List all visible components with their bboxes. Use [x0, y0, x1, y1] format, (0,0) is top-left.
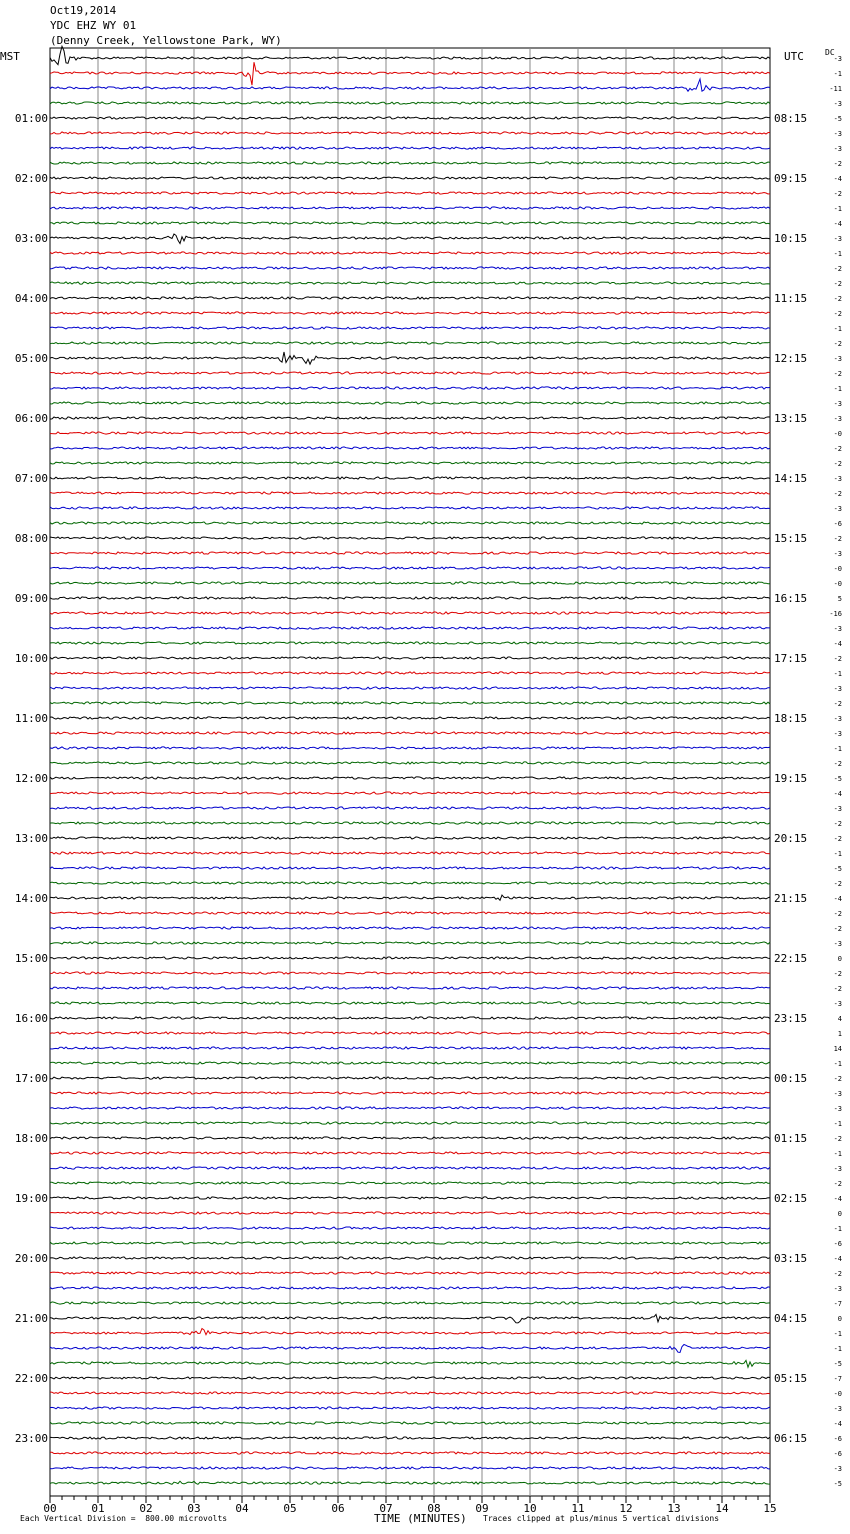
x-tick-label: 04: [235, 1502, 249, 1515]
utc-hour-label: 00:15: [774, 1072, 808, 1085]
dc-offset-label: -2: [833, 655, 842, 663]
trace-line: [50, 222, 770, 224]
dc-offset-label: -5: [833, 775, 842, 783]
dc-offset-label: -3: [833, 505, 842, 513]
utc-hour-label: 05:15: [774, 1372, 808, 1385]
mst-hour-label: 03:00: [14, 232, 48, 245]
dc-offset-label: -5: [833, 865, 842, 873]
x-tick-label: 02: [139, 1502, 153, 1515]
utc-hour-label: 12:15: [774, 352, 808, 365]
x-tick-label: 09: [475, 1502, 489, 1515]
trace-line: [50, 117, 770, 119]
trace-line: [50, 192, 770, 194]
trace-line: [50, 522, 770, 524]
trace-line: [50, 1242, 770, 1244]
utc-hour-label: 18:15: [774, 712, 808, 725]
trace-line: [50, 747, 770, 749]
dc-offset-label: -4: [833, 1255, 842, 1263]
trace-line: [50, 1167, 770, 1169]
dc-offset-label: 0: [837, 955, 842, 963]
trace-line: [50, 1062, 770, 1064]
utc-hour-label: 16:15: [774, 592, 808, 605]
trace-line: [50, 1017, 770, 1019]
mst-hour-label: 02:00: [14, 172, 48, 185]
location-label: (Denny Creek, Yellowstone Park, WY): [50, 34, 282, 47]
utc-hour-label: 22:15: [774, 952, 808, 965]
mst-hour-label: 16:00: [14, 1012, 48, 1025]
trace-line: [50, 792, 770, 794]
dc-offset-label: -2: [833, 295, 842, 303]
dc-offset-label: -3: [833, 235, 842, 243]
mst-hour-label: 11:00: [14, 712, 48, 725]
utc-hour-label: 17:15: [774, 652, 808, 665]
dc-offset-label: -2: [833, 925, 842, 933]
dc-offset-label: -4: [833, 640, 842, 648]
dc-offset-label: -1: [833, 250, 842, 258]
station-label: YDC EHZ WY 01: [50, 19, 137, 32]
dc-offset-label: -2: [833, 820, 842, 828]
dc-offset-label: -0: [833, 1390, 842, 1398]
utc-hour-label: 10:15: [774, 232, 808, 245]
dc-offset-label: -3: [833, 940, 842, 948]
dc-offset-label: -1: [833, 1225, 842, 1233]
trace-line: [50, 1437, 770, 1439]
x-tick-label: 03: [187, 1502, 201, 1515]
trace-line: [50, 1077, 770, 1079]
trace-line: [50, 62, 770, 85]
dc-offset-label: 0: [837, 1210, 842, 1218]
trace-line: [50, 1122, 770, 1124]
dc-offset-label: -2: [833, 280, 842, 288]
dc-offset-label: -1: [833, 1330, 842, 1338]
plot-frame: [50, 48, 770, 1496]
utc-hour-label: 19:15: [774, 772, 808, 785]
mst-hour-label: 12:00: [14, 772, 48, 785]
x-tick-label: 05: [283, 1502, 297, 1515]
trace-line: [50, 1047, 770, 1049]
trace-line: [50, 312, 770, 314]
dc-offset-label: -3: [833, 475, 842, 483]
dc-offset-label: -3: [833, 625, 842, 633]
trace-line: [50, 372, 770, 374]
dc-offset-label: -2: [833, 970, 842, 978]
trace-line: [50, 462, 770, 464]
trace-line: [50, 627, 770, 629]
dc-offset-label: -3: [833, 1105, 842, 1113]
utc-hour-label: 02:15: [774, 1192, 808, 1205]
dc-offset-label: -3: [833, 55, 842, 63]
trace-line: [50, 492, 770, 494]
trace-line: [50, 1392, 770, 1394]
dc-offset-label: -2: [833, 370, 842, 378]
dc-offset-label: -6: [833, 1240, 842, 1248]
dc-offset-label: -3: [833, 1285, 842, 1293]
trace-line: [50, 1377, 770, 1379]
dc-offset-label: -2: [833, 460, 842, 468]
x-tick-label: 06: [331, 1502, 345, 1515]
dc-offset-label: 1: [837, 1030, 842, 1038]
dc-offset-label: -3: [833, 1465, 842, 1473]
utc-hour-label: 08:15: [774, 112, 808, 125]
dc-offset-label: -2: [833, 1135, 842, 1143]
dc-offset-label: -6: [833, 520, 842, 528]
trace-line: [50, 807, 770, 809]
trace-line: [50, 79, 770, 91]
trace-line: [50, 895, 770, 900]
dc-offset-label: -1: [833, 205, 842, 213]
trace-line: [50, 1407, 770, 1409]
trace-line: [50, 882, 770, 884]
trace-line: [50, 1314, 770, 1323]
trace-line: [50, 1002, 770, 1004]
dc-offset-label: -6: [833, 1435, 842, 1443]
trace-line: [50, 582, 770, 584]
trace-line: [50, 1345, 770, 1353]
dc-offset-label: -5: [833, 1480, 842, 1488]
dc-offset-label: -3: [833, 1090, 842, 1098]
trace-line: [50, 1481, 770, 1484]
dc-offset-label: -1: [833, 1345, 842, 1353]
dc-offset-label: 0: [837, 1315, 842, 1323]
trace-line: [50, 1467, 770, 1469]
trace-line: [50, 432, 770, 434]
division-note: Each Vertical Division = 800.00 microvolts: [20, 1514, 228, 1523]
trace-line: [50, 1227, 770, 1229]
mst-hour-label: 18:00: [14, 1132, 48, 1145]
mst-hour-label: 17:00: [14, 1072, 48, 1085]
dc-offset-label: -1: [833, 1060, 842, 1068]
trace-line: [50, 942, 770, 944]
dc-offset-label: -2: [833, 1075, 842, 1083]
dc-offset-label: -2: [833, 985, 842, 993]
trace-line: [50, 207, 770, 209]
dc-offset-label: -0: [833, 580, 842, 588]
trace-line: [50, 597, 770, 599]
dc-offset-label: -2: [833, 835, 842, 843]
trace-line: [50, 327, 770, 329]
dc-offset-label: -2: [833, 1180, 842, 1188]
x-tick-label: 10: [523, 1502, 537, 1515]
utc-hour-label: 01:15: [774, 1132, 808, 1145]
trace-line: [50, 717, 770, 719]
mst-hour-label: 04:00: [14, 292, 48, 305]
trace-line: [50, 822, 770, 824]
x-tick-label: 11: [571, 1502, 585, 1515]
dc-offset-label: -1: [833, 325, 842, 333]
utc-hour-label: 14:15: [774, 472, 808, 485]
left-timezone-label: MST: [0, 50, 20, 63]
x-tick-label: 00: [43, 1502, 57, 1515]
dc-offset-label: -2: [833, 700, 842, 708]
dc-offset-label: -3: [833, 1165, 842, 1173]
right-timezone-label: UTC: [784, 50, 804, 63]
mst-hour-label: 07:00: [14, 472, 48, 485]
trace-line: [50, 1092, 770, 1094]
trace-line: [50, 567, 770, 569]
trace-line: [50, 1257, 770, 1259]
dc-offset-label: -3: [833, 715, 842, 723]
dc-offset-label: -7: [833, 1300, 842, 1308]
dc-offset-label: -3: [833, 355, 842, 363]
dc-offset-label: -4: [833, 175, 842, 183]
mst-hour-label: 20:00: [14, 1252, 48, 1265]
trace-line: [50, 1272, 770, 1274]
trace-line: [50, 927, 770, 929]
mst-hour-label: 13:00: [14, 832, 48, 845]
trace-line: [50, 282, 770, 284]
mst-hour-label: 06:00: [14, 412, 48, 425]
trace-line: [50, 732, 770, 734]
trace-line: [50, 957, 770, 959]
dc-offset-label: 5: [837, 595, 842, 603]
trace-line: [50, 642, 770, 644]
dc-offset-label: -2: [833, 760, 842, 768]
trace-line: [50, 267, 770, 269]
trace-line: [50, 177, 770, 179]
utc-hour-label: 09:15: [774, 172, 808, 185]
dc-offset-label: 4: [837, 1015, 842, 1023]
trace-line: [50, 537, 770, 539]
utc-hour-label: 06:15: [774, 1432, 808, 1445]
dc-offset-label: -3: [833, 805, 842, 813]
dc-offset-label: -2: [833, 160, 842, 168]
mst-hour-label: 10:00: [14, 652, 48, 665]
dc-offset-label: -2: [833, 490, 842, 498]
trace-line: [50, 252, 770, 254]
dc-offset-label: -2: [833, 445, 842, 453]
trace-line: [50, 1452, 770, 1454]
trace-line: [50, 1212, 770, 1214]
utc-hour-label: 23:15: [774, 1012, 808, 1025]
x-tick-label: 08: [427, 1502, 441, 1515]
trace-line: [50, 672, 770, 674]
dc-offset-label: -3: [833, 1405, 842, 1413]
trace-line: [50, 507, 770, 509]
trace-line: [50, 612, 770, 614]
trace-line: [50, 342, 770, 344]
utc-hour-label: 15:15: [774, 532, 808, 545]
dc-offset-label: -3: [833, 145, 842, 153]
mst-hour-label: 22:00: [14, 1372, 48, 1385]
trace-line: [50, 162, 770, 164]
x-tick-label: 12: [619, 1502, 633, 1515]
trace-line: [50, 1287, 770, 1289]
dc-offset-label: -3: [833, 730, 842, 738]
dc-offset-label: 14: [833, 1045, 842, 1053]
utc-hour-label: 20:15: [774, 832, 808, 845]
utc-hour-label: 21:15: [774, 892, 808, 905]
dc-offset-label: -3: [833, 130, 842, 138]
x-tick-label: 15: [763, 1502, 777, 1515]
trace-line: [50, 912, 770, 914]
dc-offset-label: -4: [833, 1195, 842, 1203]
utc-hour-label: 11:15: [774, 292, 808, 305]
dc-offset-label: -2: [833, 190, 842, 198]
trace-line: [50, 762, 770, 764]
x-tick-label: 01: [91, 1502, 105, 1515]
dc-offset-label: -3: [833, 1000, 842, 1008]
dc-offset-label: -1: [833, 1120, 842, 1128]
trace-line: [50, 387, 770, 389]
dc-offset-label: -2: [833, 910, 842, 918]
mst-hour-label: 15:00: [14, 952, 48, 965]
dc-offset-label: -1: [833, 670, 842, 678]
dc-offset-label: -3: [833, 415, 842, 423]
trace-line: [50, 297, 770, 299]
trace-line: [50, 447, 770, 449]
trace-line: [50, 402, 770, 404]
dc-offset-label: -4: [833, 895, 842, 903]
trace-line: [50, 1137, 770, 1139]
dc-offset-label: -0: [833, 565, 842, 573]
trace-line: [50, 1360, 770, 1367]
dc-offset-label: -3: [833, 685, 842, 693]
mst-hour-label: 23:00: [14, 1432, 48, 1445]
mst-hour-label: 05:00: [14, 352, 48, 365]
trace-line: [50, 46, 770, 64]
trace-line: [50, 552, 770, 554]
dc-offset-label: -2: [833, 880, 842, 888]
trace-line: [50, 657, 770, 659]
dc-offset-label: -2: [833, 265, 842, 273]
dc-offset-label: -4: [833, 220, 842, 228]
mst-hour-label: 19:00: [14, 1192, 48, 1205]
trace-line: [50, 1032, 770, 1034]
dc-offset-label: -1: [833, 745, 842, 753]
utc-hour-label: 13:15: [774, 412, 808, 425]
trace-line: [50, 702, 770, 704]
dc-offset-label: -2: [833, 535, 842, 543]
trace-line: [50, 1182, 770, 1184]
dc-offset-label: -6: [833, 1450, 842, 1458]
dc-offset-label: -1: [833, 70, 842, 78]
trace-line: [50, 1329, 770, 1335]
trace-line: [50, 1107, 770, 1109]
trace-line: [50, 687, 770, 689]
dc-offset-label: -5: [833, 1360, 842, 1368]
x-tick-label: 07: [379, 1502, 393, 1515]
trace-line: [50, 417, 770, 419]
clip-note: Traces clipped at plus/minus 5 vertical divisions: [483, 1514, 720, 1523]
trace-line: [50, 852, 770, 854]
mst-hour-label: 14:00: [14, 892, 48, 905]
trace-line: [50, 987, 770, 989]
trace-line: [50, 972, 770, 974]
trace-line: [50, 147, 770, 149]
trace-line: [50, 1302, 770, 1304]
dc-offset-label: -3: [833, 100, 842, 108]
dc-offset-label: -2: [833, 340, 842, 348]
trace-line: [50, 777, 770, 779]
trace-line: [50, 1197, 770, 1199]
x-tick-label: 14: [715, 1502, 729, 1515]
date-label: Oct19,2014: [50, 4, 117, 17]
utc-hour-label: 03:15: [774, 1252, 808, 1265]
dc-offset-label: -1: [833, 385, 842, 393]
dc-offset-label: -1: [833, 1150, 842, 1158]
trace-line: [50, 837, 770, 839]
trace-line: [50, 867, 770, 869]
trace-line: [50, 1422, 770, 1424]
dc-label: DC: [825, 48, 835, 57]
trace-line: [50, 234, 770, 244]
mst-hour-label: 08:00: [14, 532, 48, 545]
dc-offset-label: -0: [833, 430, 842, 438]
dc-offset-label: -7: [833, 1375, 842, 1383]
x-axis-title: TIME (MINUTES): [374, 1512, 467, 1525]
mst-hour-label: 01:00: [14, 112, 48, 125]
dc-offset-label: -3: [833, 400, 842, 408]
trace-line: [50, 1152, 770, 1154]
trace-line: [50, 132, 770, 134]
dc-offset-label: -1: [833, 850, 842, 858]
dc-offset-label: -16: [829, 610, 842, 618]
dc-offset-label: -2: [833, 310, 842, 318]
mst-hour-label: 21:00: [14, 1312, 48, 1325]
dc-offset-label: -2: [833, 1270, 842, 1278]
dc-offset-label: -5: [833, 115, 842, 123]
dc-offset-label: -4: [833, 1420, 842, 1428]
x-tick-label: 13: [667, 1502, 681, 1515]
dc-offset-label: -3: [833, 550, 842, 558]
mst-hour-label: 09:00: [14, 592, 48, 605]
trace-line: [50, 102, 770, 104]
utc-hour-label: 04:15: [774, 1312, 808, 1325]
trace-line: [50, 477, 770, 479]
dc-offset-label: -11: [829, 85, 842, 93]
trace-line: [50, 352, 770, 364]
dc-offset-label: -4: [833, 790, 842, 798]
